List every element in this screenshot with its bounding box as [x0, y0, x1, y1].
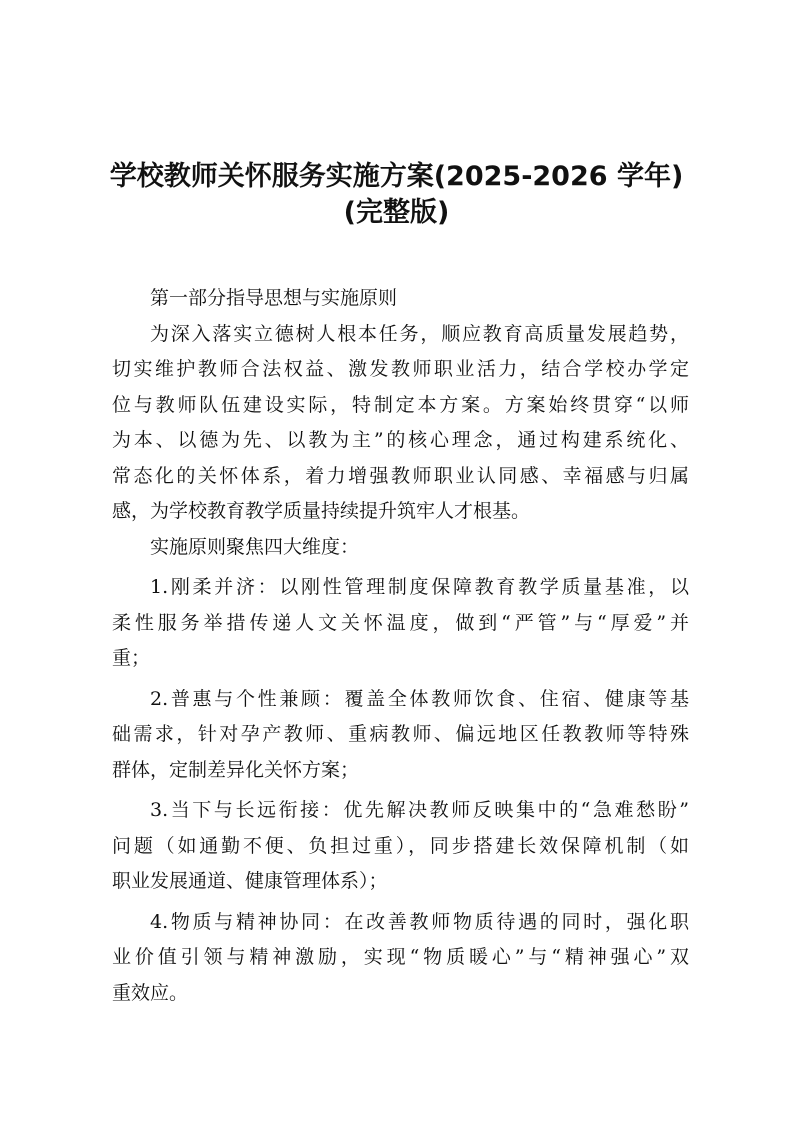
paragraph-line: 3.当下与长远衔接：优先解决教师反映集中的“急难愁盼” — [150, 799, 689, 821]
section-heading-text: 第一部分指导思想与实施原则 — [150, 287, 398, 309]
paragraph-line: 职业发展通道、健康管理体系）； — [112, 870, 388, 892]
paragraph-line: 重效应。 — [112, 981, 189, 1004]
document-body — [112, 281, 689, 1011]
paragraph-line: 为本、以德为先、以教为主”的核心理念，通过构建系统化、 — [112, 429, 689, 451]
paragraph-line: 2.普惠与个性兼顾：覆盖全体教师饮食、住宿、健康等基 — [150, 687, 689, 710]
principle-item-3 — [112, 793, 689, 900]
paragraph-line: 常态化的关怀体系，着力增强教师职业认同感、幸福感与归属 — [112, 464, 689, 487]
paragraph-intro — [112, 317, 689, 530]
document-title: 学校教师关怀服务实施方案(2025-2026 学年) — [109, 161, 684, 192]
document-subtitle: (完整版) — [343, 197, 450, 228]
principle-item-4 — [112, 905, 689, 1012]
paragraph-line: 切实维护教师合法权益、激发教师职业活力，结合学校办学定 — [112, 358, 689, 380]
section-heading — [112, 281, 689, 317]
paragraph-line: 实施原则聚焦四大维度： — [150, 535, 360, 558]
paragraph-line: 为深入落实立德树人根本任务，顺应教育高质量发展趋势， — [150, 322, 689, 345]
paragraph-line: 柔性服务举措传递人文关怀温度，做到“严管”与“厚爱”并 — [112, 611, 689, 634]
paragraph-line: 位与教师队伍建设实际，特制定本方案。方案始终贯穿“以师 — [112, 393, 689, 416]
paragraph-line: 问题（如通勤不便、负担过重），同步搭建长效保障机制（如 — [112, 834, 689, 857]
paragraph-line: 重； — [112, 647, 151, 669]
paragraph-principles-intro — [112, 530, 689, 566]
paragraph-line: 感，为学校教育教学质量持续提升筑牢人才根基。 — [112, 500, 531, 522]
paragraph-line: 业价值引领与精神激励，实现“物质暖心”与“精神强心”双 — [112, 946, 689, 968]
paragraph-line: 群体，定制差异化关怀方案； — [112, 758, 360, 781]
paragraph-line: 础需求，针对孕产教师、重病教师、偏远地区任教教师等特殊 — [112, 723, 689, 745]
paragraph-line: 1.刚柔并济：以刚性管理制度保障教育教学质量基准，以 — [150, 576, 689, 598]
paragraph-line: 4.物质与精神协同：在改善教师物质待遇的同时，强化职 — [150, 910, 689, 933]
principle-item-1 — [112, 570, 689, 677]
principle-item-2 — [112, 682, 689, 789]
